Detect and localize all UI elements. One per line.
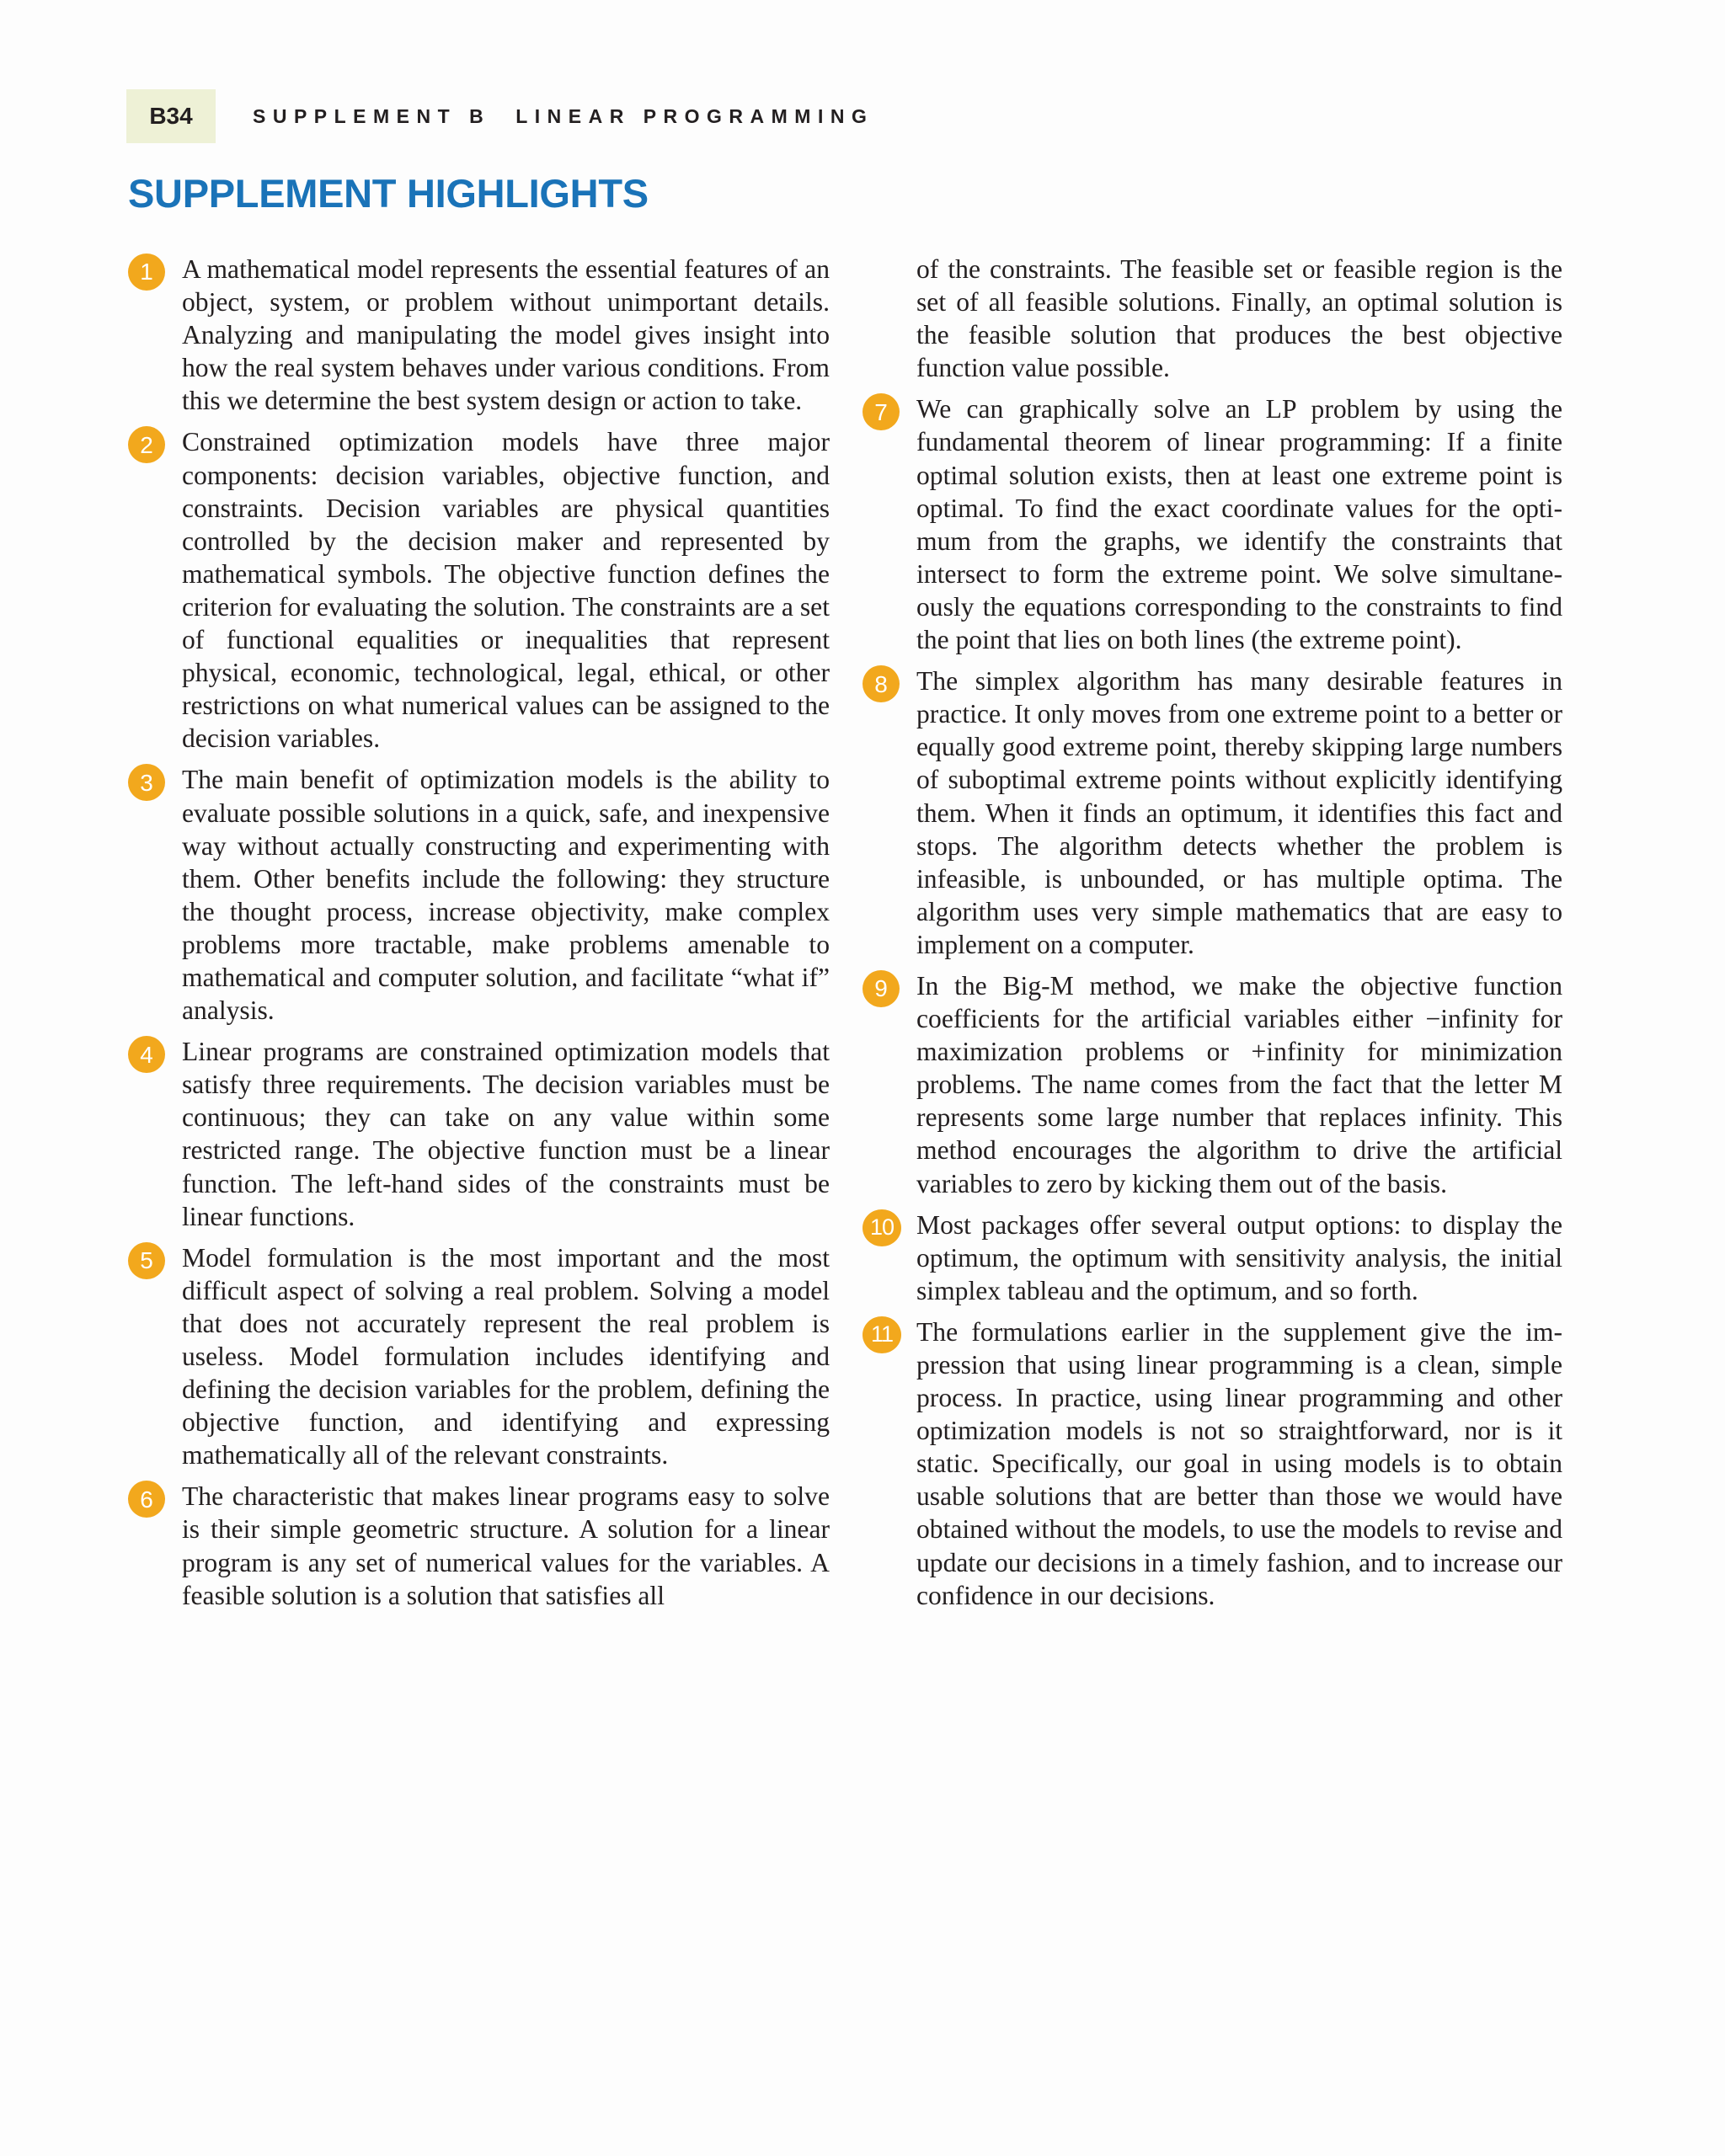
chapter-title: LINEAR PROGRAMMING — [515, 104, 874, 127]
highlight-text: of the constraints. The feasible set or feasible region is the set of all feasible solutions. Finally, an optimal solution is the feasible solution that produces the best objective function value possible. — [916, 254, 1562, 383]
highlight-text: The formulations earlier in the supplement give the impression that using linear programming is a clean, simple process. In practice, using linear programming and other optimization models is not so straightforward, nor is it static. Specifically, our goal in using models is to obtain usable solutions that are better than those we would have obtained without the models, to use the models to revise and update our decisions in a timely fashion, and to increase our confidence in our decisions. — [916, 1316, 1562, 1610]
highlight-text: Model formulation is the most important and the most difficult aspect of solving a real problem. Solving a model that does not accurately represent the real problem is useless. Model formulation includes identifying and defining the decision variables for the problem, defining the objective function, and identifying and expressing mathematically all of the relevant constraints. — [182, 1242, 830, 1470]
number-badge: 2 — [128, 426, 165, 463]
highlight-text: Most packages offer several output options: to display the optimum, the optimum with sensitivity analysis, the initial simplex tableau and the optimum, and so forth. — [916, 1209, 1562, 1305]
highlight-item-2 — [126, 425, 830, 755]
highlight-item-5 — [126, 1241, 830, 1472]
number-badge: 3 — [128, 764, 165, 801]
running-header — [126, 89, 873, 143]
highlight-item-4 — [126, 1035, 830, 1233]
highlight-text: The main benefit of optimization models is the ability to evaluate possible solutions in a quick, safe, and inexpensive way without actually constructing and experimenting with them. Other benefits include the following: they structure the thought process, increase objectivity, make complex problems more tractable, make problems amenable to mathematical and computer solution, and facilitate “what if” analysis. — [182, 765, 830, 1026]
number-badge: 5 — [128, 1242, 165, 1279]
page-number: B34 — [126, 89, 216, 143]
number-badge: 9 — [862, 970, 900, 1007]
highlight-item-10 — [861, 1209, 1562, 1307]
highlight-text: Constrained optimization models have three major components: decision variables, objective function, and constraints. Decision variables are physical quantities controlled by the decision maker and represented by mathematical symbols. The objective function defines the criterion for evaluating the solution. The constraints are a set of functional equalities or inequalities that represent physical, economic, technological, legal, ethical, or other restrictions on what numerical values can be assigned to the decision variables. — [182, 427, 830, 754]
highlight-item-11 — [861, 1315, 1562, 1612]
highlight-text: Linear programs are constrained optimization models that satisfy three requirements. The decision variables must be continuous; they can take on any value within some restricted range. The objective function must be a linear function. The left-hand sides of the constraints must be linear functions. — [182, 1037, 830, 1231]
left-column — [126, 253, 830, 1620]
highlight-item-1 — [126, 253, 830, 417]
highlight-text: In the Big-M method, we make the objective function coefficients for the artificial variables either −infinity for maximization problems or +infinity for minimization problems. The name comes from the fact that the letter M represents some large number that replaces infinity. This method encourages the algorithm to drive the artificial variables to zero by kicking them out of the basis. — [916, 970, 1562, 1198]
highlight-item-6-continued — [861, 253, 1562, 384]
section-title: SUPPLEMENT HIGHLIGHTS — [128, 171, 649, 216]
highlight-text: We can graphically solve an LP problem by using the fundamental theorem of linear programming: If a finite optimal solution exists, then at least one extreme point is optimal. To find the exact coordinate values for the optimum from the graphs, we identify the constraints that intersect to form the extreme point. We solve simultaneously the equations corresponding to the constraints to find the point that lies on both lines (the extreme point). — [916, 394, 1562, 655]
supplement-label: SUPPLEMENT B — [253, 104, 491, 127]
highlight-text: A mathematical model represents the essential features of an object, system, or problem without unimportant details. Analyzing and manipulating the model gives insight into how the real system behaves under various conditions. From this we determine the best system design or action to take. — [182, 254, 830, 416]
number-badge: 8 — [862, 665, 900, 702]
number-badge: 1 — [128, 253, 165, 291]
number-badge: 4 — [128, 1036, 165, 1073]
number-badge: 6 — [128, 1481, 165, 1518]
right-column — [861, 253, 1562, 1620]
highlight-text: The characteristic that makes linear programs easy to solve is their simple geometric structure. A solution for a linear program is any set of numerical values for the variables. A feasible solution is a solution that satisfies all — [182, 1481, 830, 1610]
highlight-item-6 — [126, 1480, 830, 1611]
highlight-item-3 — [126, 763, 830, 1027]
running-title — [253, 105, 873, 128]
highlight-item-8 — [861, 664, 1562, 961]
number-badge: 11 — [862, 1316, 901, 1353]
number-badge: 10 — [862, 1209, 901, 1246]
highlight-item-9 — [861, 969, 1562, 1200]
highlight-text: The simplex algorithm has many desirable features in practice. It only moves from one extreme point to a better or equally good extreme point, thereby skipping large numbers of suboptimal extreme points without explicitly identifying them. When it finds an optimum, it identifies this fact and stops. The algorithm detects whether the problem is infeasible, is unbounded, or has multiple optima. The algorithm uses very simple mathematics that are easy to implement on a computer. — [916, 666, 1562, 959]
number-badge: 7 — [862, 393, 900, 430]
highlight-item-7 — [861, 392, 1562, 656]
